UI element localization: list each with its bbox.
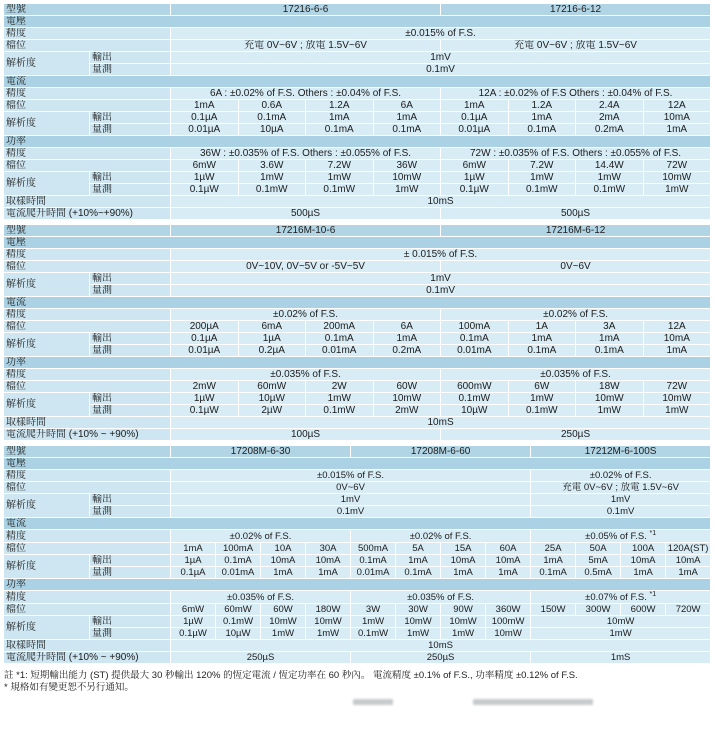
spec-value: 1µW <box>171 616 216 628</box>
spec-value: 10mA <box>621 555 666 567</box>
section-header: 電流 <box>4 297 711 309</box>
spec-value: 100mW <box>486 616 531 628</box>
spec-value: 1mA <box>171 100 239 112</box>
spec-value: 1mA <box>643 124 711 136</box>
spec-value: 36W : ±0.035% of F.S. Others : ±0.055% of F.S. <box>171 148 441 160</box>
row-label: 電流爬升時間 (+10% ~ +90%) <box>4 429 171 441</box>
spec-value: 0V~6V <box>441 261 711 273</box>
spec-value: 15A <box>441 543 486 555</box>
spec-value: 180W <box>306 604 351 616</box>
spec-value: 充電 0V~6V ; 放電 1.5V~6V <box>171 40 441 52</box>
spec-value: 72W : ±0.035% of F.S. Others : ±0.055% of F.S. <box>441 148 711 160</box>
spec-value: 0.1mW <box>441 393 509 405</box>
spec-value: 50A <box>576 543 621 555</box>
spec-value: ±0.035% of F.S. <box>171 591 351 604</box>
spec-value: 1mA <box>441 100 509 112</box>
spec-value: 100A <box>621 543 666 555</box>
spec-value: 60mW <box>238 381 306 393</box>
spec-value: 500µS <box>441 208 711 220</box>
spec-value: 1mW <box>261 628 306 640</box>
spec-value: 1mA <box>373 112 441 124</box>
spec-value: 0.1mA <box>306 333 374 345</box>
spec-value: 5mA <box>576 555 621 567</box>
spec-value: ±0.02% of F.S. <box>171 309 441 321</box>
spec-value: 0V~6V <box>171 482 531 494</box>
row-label: 解析度 <box>4 393 90 417</box>
spec-value: 0.01µA <box>171 124 239 136</box>
spec-value: 10µW <box>238 393 306 405</box>
spec-value: 1mW <box>508 172 576 184</box>
spec-value: 1mA <box>486 567 531 579</box>
spec-value: 10mW <box>261 616 306 628</box>
spec-value: 1µW <box>171 172 239 184</box>
spec-value: 1mA <box>666 567 711 579</box>
spec-value: 1mW <box>643 405 711 417</box>
row-label: 解析度 <box>4 555 90 579</box>
spec-value: 0.1mW <box>351 628 396 640</box>
spec-value: 6W <box>508 381 576 393</box>
spec-value: 1mA <box>306 567 351 579</box>
spec-value: 5A <box>396 543 441 555</box>
spec-value: 10mA <box>666 555 711 567</box>
model-name: 17216M-6-12 <box>441 225 711 237</box>
spec-value: 10mA <box>486 555 531 567</box>
cutoff-content <box>3 697 716 707</box>
spec-value: 0.1mW <box>508 184 576 196</box>
row-label: 解析度 <box>4 616 90 640</box>
spec-value: 72W <box>643 381 711 393</box>
footnote-2: * 規格如有變更恕不另行通知。 <box>4 682 134 694</box>
row-label: 精度 <box>4 530 171 543</box>
spec-value: 0.1mW <box>216 616 261 628</box>
row-sublabel: 輸出 <box>90 494 171 506</box>
spec-value: 2mA <box>576 112 644 124</box>
spec-value: 60A <box>486 543 531 555</box>
spec-value: 1mW <box>306 628 351 640</box>
spec-value: 0.1µA <box>441 112 509 124</box>
spec-value: 1mS <box>531 652 711 664</box>
row-label: 解析度 <box>4 273 90 297</box>
row-sublabel: 量測 <box>90 628 171 640</box>
row-label: 電流爬升時間 (+10% ~ +90%) <box>4 652 171 664</box>
spec-value: 6mW <box>171 160 239 172</box>
spec-value: 0.1mV <box>531 506 711 518</box>
spec-value: 0.1µA <box>171 567 216 579</box>
row-sublabel: 量測 <box>90 567 171 579</box>
spec-value: 250µS <box>441 429 711 441</box>
row-label: 檔位 <box>4 381 171 393</box>
spec-value: 0.01mA <box>351 567 396 579</box>
spec-value: 500mA <box>351 543 396 555</box>
row-sublabel: 輸出 <box>90 555 171 567</box>
spec-value: 0.01µA <box>171 345 239 357</box>
spec-value: 1mV <box>171 52 711 64</box>
spec-value: 360W <box>486 604 531 616</box>
row-label: 取樣時間 <box>4 417 171 429</box>
spec-value: ±0.05% of F.S. $^{*1}$ <box>531 530 711 543</box>
row-sublabel: 量測 <box>90 124 171 136</box>
spec-value: 0.01µA <box>441 124 509 136</box>
model-name: 17208M-6-30 <box>171 446 351 458</box>
spec-value: 1mA <box>643 345 711 357</box>
spec-value: 1mW <box>508 393 576 405</box>
spec-value: 100µS <box>171 429 441 441</box>
row-label: 精度 <box>4 88 171 100</box>
spec-value: 1mW <box>441 628 486 640</box>
spec-value: 1mW <box>396 628 441 640</box>
spec-value: 7.2W <box>508 160 576 172</box>
spec-value: 10mA <box>643 112 711 124</box>
spec-value: 120A(ST) <box>666 543 711 555</box>
spec-value: 0.1mW <box>306 405 374 417</box>
row-label: 型號 <box>4 225 171 237</box>
spec-value: 1µW <box>441 172 509 184</box>
spec-value: 0.1mA <box>216 555 261 567</box>
spec-value: 1mV <box>171 273 711 285</box>
row-label: 檔位 <box>4 482 171 494</box>
spec-value: 0.1mA <box>396 567 441 579</box>
row-sublabel: 量測 <box>90 285 171 297</box>
spec-value: 1mW <box>576 405 644 417</box>
spec-value: 10µW <box>216 628 261 640</box>
spec-value: 0.1mA <box>238 112 306 124</box>
spec-value: 1mA <box>508 333 576 345</box>
row-label: 檔位 <box>4 261 171 273</box>
spec-value: 0.2mA <box>373 345 441 357</box>
row-label: 精度 <box>4 369 171 381</box>
spec-value: 1µW <box>171 393 239 405</box>
row-label: 解析度 <box>4 494 90 518</box>
spec-value: 600W <box>621 604 666 616</box>
row-label: 檔位 <box>4 40 171 52</box>
row-label: 檔位 <box>4 160 171 172</box>
row-label: 精度 <box>4 148 171 160</box>
row-label: 檔位 <box>4 604 171 616</box>
spec-value: ±0.02% of F.S. <box>441 309 711 321</box>
row-label: 檔位 <box>4 321 171 333</box>
spec-value: 7.2W <box>306 160 374 172</box>
spec-value: 6A <box>373 100 441 112</box>
spec-value: 0.6A <box>238 100 306 112</box>
spec-value: 0.01mA <box>306 345 374 357</box>
row-label: 精度 <box>4 28 171 40</box>
spec-value: 2mW <box>171 381 239 393</box>
spec-table-3 <box>3 445 711 664</box>
row-sublabel: 量測 <box>90 345 171 357</box>
spec-value: 10mS <box>171 417 711 429</box>
spec-value: 100mA <box>216 543 261 555</box>
row-sublabel: 輸出 <box>90 273 171 285</box>
spec-value: 300W <box>576 604 621 616</box>
row-label: 型號 <box>4 446 171 458</box>
spec-value: 1.2A <box>508 100 576 112</box>
spec-value: 2mW <box>373 405 441 417</box>
spec-value: ±0.02% of F.S. <box>171 530 351 543</box>
spec-tables <box>3 3 716 664</box>
spec-value: 12A : ±0.02% of F.S Others : ±0.04% of F.S. <box>441 88 711 100</box>
row-label: 精度 <box>4 249 171 261</box>
spec-value: 1mA <box>621 567 666 579</box>
spec-value: 12A <box>643 100 711 112</box>
spec-value: 0.1mV <box>171 64 711 76</box>
spec-value: ±0.035% of F.S. <box>351 591 531 604</box>
spec-value: 0.1mA <box>306 124 374 136</box>
section-header: 功率 <box>4 136 711 148</box>
spec-value: 1mW <box>306 393 374 405</box>
spec-value: 10mW <box>441 616 486 628</box>
row-label: 解析度 <box>4 172 90 196</box>
spec-value: 1mA <box>396 555 441 567</box>
spec-value: 0.1µW <box>171 628 216 640</box>
row-sublabel: 量測 <box>90 405 171 417</box>
spec-value: 10mW <box>643 393 711 405</box>
spec-value: 150W <box>531 604 576 616</box>
spec-value: 1mA <box>531 555 576 567</box>
spec-value: 72W <box>643 160 711 172</box>
spec-value: 0.1mA <box>351 555 396 567</box>
spec-value: 12A <box>643 321 711 333</box>
row-sublabel: 量測 <box>90 64 171 76</box>
spec-value: 0.1mV <box>171 506 531 518</box>
section-header: 電壓 <box>4 458 711 470</box>
spec-value: 1mV <box>531 494 711 506</box>
row-sublabel: 輸出 <box>90 393 171 405</box>
spec-value: 10mW <box>486 628 531 640</box>
spec-value: ±0.035% of F.S. <box>171 369 441 381</box>
spec-value: 10mW <box>576 393 644 405</box>
spec-value: 30A <box>306 543 351 555</box>
spec-value: 10A <box>261 543 306 555</box>
spec-value: ±0.015% of F.S. <box>171 470 531 482</box>
row-label: 型號 <box>4 4 171 16</box>
model-name: 17216-6-6 <box>171 4 441 16</box>
spec-value: 60W <box>261 604 306 616</box>
spec-value: 0.5mA <box>576 567 621 579</box>
spec-value: 0.1µW <box>171 405 239 417</box>
spec-value: 1mA <box>261 567 306 579</box>
spec-value: 6mW <box>441 160 509 172</box>
spec-value: 6mW <box>171 604 216 616</box>
spec-value: 0.1µW <box>441 184 509 196</box>
row-sublabel: 輸出 <box>90 52 171 64</box>
spec-value: 1mA <box>373 333 441 345</box>
model-name: 17216M-10-6 <box>171 225 441 237</box>
row-label: 電流爬升時間 (+10%~+90%) <box>4 208 171 220</box>
spec-value: 1mW <box>576 172 644 184</box>
row-label: 解析度 <box>4 52 90 76</box>
spec-value: 1mA <box>441 567 486 579</box>
spec-value: 720W <box>666 604 711 616</box>
row-label: 解析度 <box>4 112 90 136</box>
spec-value: ± 0.015% of F.S. <box>171 249 711 261</box>
spec-value: 250µS <box>171 652 351 664</box>
row-label: 取樣時間 <box>4 196 171 208</box>
section-header: 功率 <box>4 357 711 369</box>
spec-value: 3.6W <box>238 160 306 172</box>
section-header: 電流 <box>4 518 711 530</box>
spec-value: 1mA <box>171 543 216 555</box>
spec-value: 3W <box>351 604 396 616</box>
row-label: 解析度 <box>4 333 90 357</box>
spec-value: 0.1µA <box>171 112 239 124</box>
spec-value: 6mA <box>238 321 306 333</box>
spec-value: 0.2µA <box>238 345 306 357</box>
spec-value: 1mA <box>306 112 374 124</box>
row-sublabel: 輸出 <box>90 616 171 628</box>
spec-value: 10mA <box>643 333 711 345</box>
spec-value: 充電 0V~6V ; 放電 1.5V~6V <box>531 482 711 494</box>
spec-value: ±0.015% of F.S. <box>171 28 711 40</box>
spec-table-1 <box>3 3 711 220</box>
spec-value: 10mS <box>171 640 711 652</box>
spec-value: 0.01mA <box>216 567 261 579</box>
spec-value: 3A <box>576 321 644 333</box>
spec-value: 1µA <box>238 333 306 345</box>
spec-value: 1mA <box>576 333 644 345</box>
spec-value: 1mW <box>373 184 441 196</box>
spec-value: 0.1µW <box>171 184 239 196</box>
row-sublabel: 輸出 <box>90 172 171 184</box>
spec-value: 2µW <box>238 405 306 417</box>
footnotes <box>3 668 716 694</box>
spec-value: 10µA <box>238 124 306 136</box>
spec-value: 10mW <box>643 172 711 184</box>
spec-value: 0.1mW <box>576 184 644 196</box>
row-label: 檔位 <box>4 100 171 112</box>
spec-value: 6A : ±0.02% of F.S. Others : ±0.04% of F.S. <box>171 88 441 100</box>
spec-value: 500µS <box>171 208 441 220</box>
model-name: 17212M-6-100S <box>531 446 711 458</box>
spec-value: 0.1mV <box>171 285 711 297</box>
section-header: 功率 <box>4 579 711 591</box>
model-name: 17216-6-12 <box>441 4 711 16</box>
spec-value: 10mW <box>306 616 351 628</box>
spec-value: 10mA <box>261 555 306 567</box>
spec-value: 0.1mA <box>441 333 509 345</box>
row-label: 精度 <box>4 309 171 321</box>
cutoff-text-fragment <box>473 699 593 705</box>
spec-value: 30W <box>396 604 441 616</box>
spec-value: 0.1mW <box>508 405 576 417</box>
spec-value: 0.01mA <box>441 345 509 357</box>
spec-value: 1A <box>508 321 576 333</box>
row-label: 檔位 <box>4 543 171 555</box>
spec-value: 25A <box>531 543 576 555</box>
row-sublabel: 輸出 <box>90 112 171 124</box>
spec-value: 10mS <box>171 196 711 208</box>
spec-value: 10mW <box>396 616 441 628</box>
spec-value: 1mA <box>508 112 576 124</box>
spec-value: ±0.07% of F.S. $^{*1}$ <box>531 591 711 604</box>
section-header: 電壓 <box>4 16 711 28</box>
spec-value: 1mW <box>643 184 711 196</box>
spec-value: 60W <box>373 381 441 393</box>
row-sublabel: 量測 <box>90 184 171 196</box>
spec-value: 10mW <box>531 616 711 628</box>
spec-value: 0.1mA <box>576 345 644 357</box>
row-sublabel: 輸出 <box>90 333 171 345</box>
spec-value: 10µW <box>441 405 509 417</box>
spec-value: 0.1mA <box>508 124 576 136</box>
spec-value: 100mA <box>441 321 509 333</box>
spec-value: 1mW <box>531 628 711 640</box>
spec-value: 2W <box>306 381 374 393</box>
row-label: 精度 <box>4 470 171 482</box>
spec-value: ±0.035% of F.S. <box>441 369 711 381</box>
spec-value: 200mA <box>306 321 374 333</box>
spec-value: 0.1mA <box>373 124 441 136</box>
spec-value: 6A <box>373 321 441 333</box>
spec-value: 1mV <box>171 494 531 506</box>
section-header: 電流 <box>4 76 711 88</box>
spec-table-2 <box>3 224 711 441</box>
spec-value: 1mW <box>351 616 396 628</box>
spec-value: 1.2A <box>306 100 374 112</box>
spec-value: 14.4W <box>576 160 644 172</box>
spec-value: 2.4A <box>576 100 644 112</box>
spec-value: ±0.02% of F.S. <box>531 470 711 482</box>
spec-value: 18W <box>576 381 644 393</box>
spec-value: 1µA <box>171 555 216 567</box>
model-name: 17208M-6-60 <box>351 446 531 458</box>
row-sublabel: 量測 <box>90 506 171 518</box>
section-header: 電壓 <box>4 237 711 249</box>
spec-value: 10mA <box>441 555 486 567</box>
spec-value: 0.1mA <box>508 345 576 357</box>
spec-value: 250µS <box>351 652 531 664</box>
spec-value: 200µA <box>171 321 239 333</box>
spec-value: 10mA <box>306 555 351 567</box>
spec-value: 0.1mW <box>238 184 306 196</box>
spec-value: 90W <box>441 604 486 616</box>
footnote-1: 註 *1: 短期輸出能力 (ST) 提供最大 30 秒輸出 120% 的恆定電流 / 恆定功率在 60 秒內。 電流精度 ±0.1% of F.S., 功率精度 ±0.12% of F.S. <box>4 670 578 682</box>
spec-value: 36W <box>373 160 441 172</box>
spec-value: 0.1µA <box>171 333 239 345</box>
spec-value: ±0.02% of F.S. <box>351 530 531 543</box>
spec-value: 0.1mW <box>306 184 374 196</box>
spec-value: 60mW <box>216 604 261 616</box>
spec-value: 1mW <box>306 172 374 184</box>
spec-value: 0.1mA <box>531 567 576 579</box>
cutoff-text-fragment <box>353 699 393 705</box>
spec-value: 600mW <box>441 381 509 393</box>
spec-value: 0V~10V, 0V~5V or -5V~5V <box>171 261 441 273</box>
spec-value: 0.2mA <box>576 124 644 136</box>
spec-value: 充電 0V~6V ; 放電 1.5V~6V <box>441 40 711 52</box>
row-label: 取樣時間 <box>4 640 171 652</box>
spec-value: 10mW <box>373 172 441 184</box>
spec-value: 1mW <box>238 172 306 184</box>
spec-value: 10mW <box>373 393 441 405</box>
row-label: 精度 <box>4 591 171 604</box>
